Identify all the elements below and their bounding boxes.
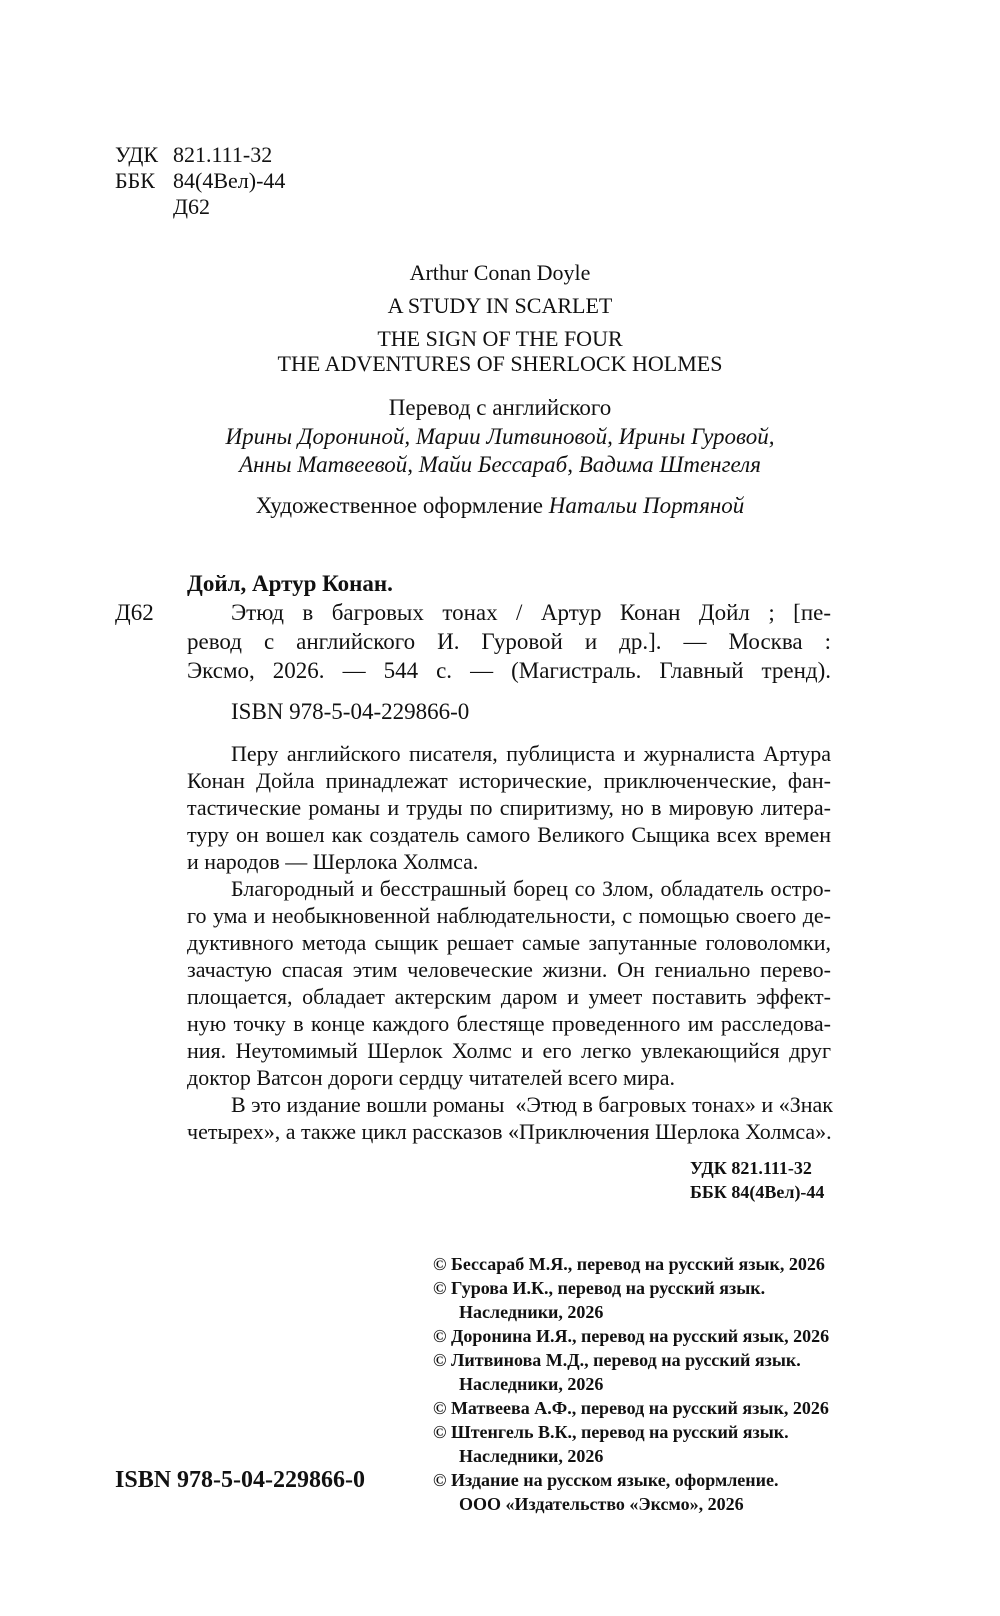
copyright-line-2: © Гурова И.К., перевод на русский язык. (433, 1278, 766, 1298)
catalog-line-1: Этюд в багровых тонах / Артур Конан Дойл ; [пе- (231, 600, 831, 625)
translators-line-2: Анны Матвеевой, Майи Бессараб, Вадима Штенгеля (239, 452, 761, 477)
copyright-line-7: © Матвеева А.Ф., перевод на русский язык, 2026 (433, 1398, 829, 1418)
annotation-p1-line-2: Конан Дойла принадлежат исторические, приключенческие, фан- (187, 768, 831, 793)
translators-line-1: Ирины Дорониной, Марии Литвиновой, Ирины Гуровой, (225, 424, 775, 449)
annotation-p1-line-4: туру он вошел как создатель самого Великого Сыщика всех времен (187, 822, 831, 847)
annotation-p1-line-5: и народов — Шерлока Холмса. (187, 849, 479, 874)
design-credit-prefix: Художественное оформление (255, 493, 549, 518)
design-credit (0, 493, 1000, 519)
annotation-p2-line-1: Благородный и бесстрашный борец со Злом, обладатель остро- (231, 876, 831, 901)
copyright-line-10: © Издание на русском языке, оформление. (433, 1470, 779, 1490)
bbk-value-top: 84(4Вел)-44 (173, 168, 286, 193)
annotation-p2-line-2: го ума и необыкновенной наблюдательности, с помощью своего де- (187, 903, 831, 928)
catalog-line-2: ревод с английского И. Гуровой и др.]. — Москва : (187, 629, 831, 654)
copyright-line-11: ООО «Издательство «Эксмо», 2026 (459, 1494, 744, 1514)
bbk-label-top: ББК (115, 168, 155, 193)
copyright-line-1: © Бессараб М.Я., перевод на русский язык, 2026 (433, 1254, 825, 1274)
copyright-line-3: Наследники, 2026 (459, 1302, 604, 1322)
author-code-top: Д62 (173, 194, 211, 219)
udk-value-top: 821.111-32 (173, 142, 273, 167)
bbk-bottom: ББК 84(4Вел)-44 (690, 1182, 825, 1202)
design-credit-name: Натальи Портяной (548, 493, 745, 518)
annotation-p1-line-1: Перу английского писателя, публициста и журналиста Артура (231, 741, 831, 766)
catalog-isbn: ISBN 978-5-04-229866-0 (231, 699, 470, 724)
annotation-p2-line-5: площается, обладает актерским даром и умеет поставить эффект- (187, 984, 831, 1009)
english-title-1: A STUDY IN SCARLET (387, 293, 613, 318)
udk-bottom: УДК 821.111-32 (690, 1158, 812, 1178)
copyright-line-4: © Доронина И.Я., перевод на русский язык, 2026 (433, 1326, 830, 1346)
catalog-author-heading: Дойл, Артур Конан. (187, 571, 393, 596)
translation-heading: Перевод с английского (388, 395, 612, 420)
annotation-p2-line-6: ную точку в конце каждого блестяще проведенного им расследова- (187, 1011, 831, 1036)
annotation-p3-line-1: В это издание вошли романы «Этюд в багровых тонах» и «Знак (231, 1092, 833, 1117)
copyright-line-5: © Литвинова М.Д., перевод на русский язык. (433, 1350, 801, 1370)
annotation-p2-line-8: доктор Ватсон дороги сердцу читателей всего мира. (187, 1065, 675, 1090)
catalog-code: Д62 (115, 600, 154, 625)
udk-label-top: УДК (115, 142, 159, 167)
annotation-p1-line-3: тастические романы и труды по спиритизму, но в мировую литера- (187, 795, 831, 820)
catalog-line-3: Эксмо, 2026. — 544 с. — (Магистраль. Главный тренд). (187, 658, 831, 683)
english-title-2: THE SIGN OF THE FOUR (377, 326, 623, 351)
copyright-line-6: Наследники, 2026 (459, 1374, 604, 1394)
annotation-p2-line-4: зачастую спасая этим человеческие жизни. Он гениально перево- (187, 957, 831, 982)
copyright-line-8: © Штенгель В.К., перевод на русский язык. (433, 1422, 789, 1442)
isbn-bottom: ISBN 978-5-04-229866-0 (115, 1467, 365, 1493)
english-title-3: THE ADVENTURES OF SHERLOCK HOLMES (277, 351, 723, 376)
annotation-p2-line-7: ния. Неутомимый Шерлок Холмс и его легко увлекающийся друг (187, 1038, 831, 1063)
copyright-line-9: Наследники, 2026 (459, 1446, 604, 1466)
annotation-p3-line-2: четырех», а также цикл рассказов «Приключения Шерлока Холмса». (187, 1119, 832, 1144)
annotation-p2-line-3: дуктивного метода сыщик решает самые запутанные головоломки, (187, 930, 831, 955)
english-author: Arthur Conan Doyle (409, 260, 591, 285)
